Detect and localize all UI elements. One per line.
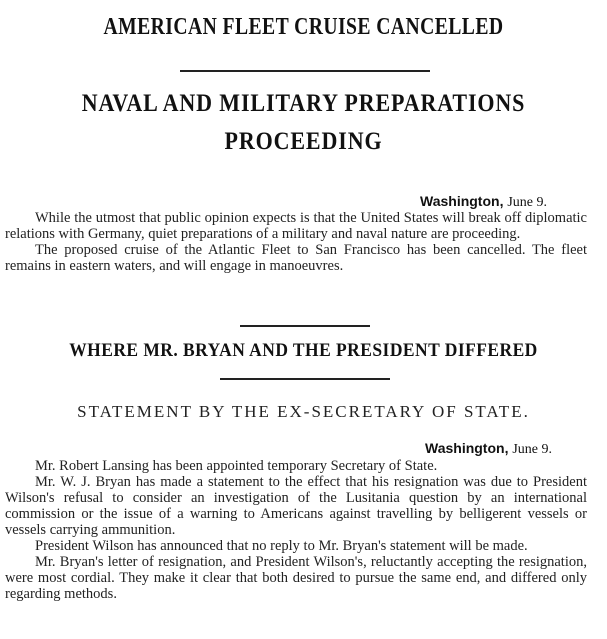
article2-subhead: STATEMENT BY THE EX-SECRETARY OF STATE. xyxy=(77,402,530,421)
divider-rule xyxy=(180,70,430,72)
article1-paragraph: While the utmost that public opinion expects is that the United States will break off diplomatic relations with Germany, quiet preparations of a military and naval nature are proceeding. xyxy=(5,210,587,242)
divider-rule xyxy=(220,378,390,380)
article1-headline: AMERICAN FLEET CRUISE CANCELLED xyxy=(103,14,504,40)
divider-rule xyxy=(240,325,370,327)
article2-body xyxy=(5,458,587,602)
article1-dateline xyxy=(420,193,547,211)
article1-subhead-line2: PROCEEDING xyxy=(224,128,383,155)
article2-paragraph: Mr. W. J. Bryan has made a statement to the effect that his resignation was due to President Wilson's refusal to consider an investigation of the Lusitania question by an international commission or the issue of a warning to Americans against travelling by belligerent vessels or vessels carrying ammunition. xyxy=(5,474,587,538)
article1-paragraph: The proposed cruise of the Atlantic Fleet to San Francisco has been cancelled. The fleet remains in eastern waters, and will engage in manoeuvres. xyxy=(5,242,587,274)
dateline-date: June 9. xyxy=(512,442,553,457)
article2-headline: WHERE MR. BRYAN AND THE PRESIDENT DIFFERED xyxy=(69,340,538,361)
dateline-city: Washington, xyxy=(420,193,504,209)
article2-paragraph: Mr. Bryan's letter of resignation, and President Wilson's, reluctantly accepting the resignation, were most cordial. They make it clear that both desired to pursue the same end, and differed only regarding methods. xyxy=(5,554,587,602)
dateline-date: June 9. xyxy=(507,195,548,210)
article1-subhead-line1: NAVAL AND MILITARY PREPARATIONS xyxy=(81,90,526,117)
article2-paragraph: Mr. Robert Lansing has been appointed temporary Secretary of State. xyxy=(35,458,438,474)
dateline-city: Washington, xyxy=(425,440,509,456)
article2-paragraph: President Wilson has announced that no reply to Mr. Bryan's statement will be made. xyxy=(35,538,528,554)
article2-dateline xyxy=(425,440,552,458)
article1-body xyxy=(5,210,587,274)
